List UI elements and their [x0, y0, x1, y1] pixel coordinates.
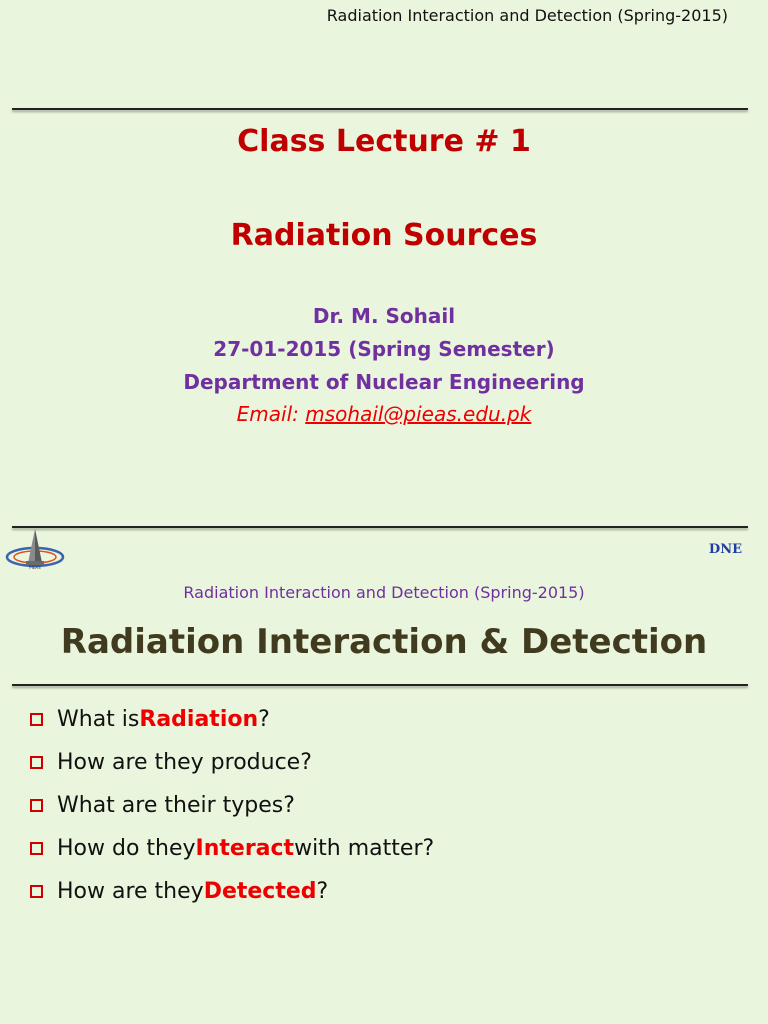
- highlight-word: Interact: [195, 835, 295, 861]
- list-item: What are their types?: [30, 784, 434, 827]
- slide2-title: Radiation Interaction & Detection: [60, 622, 708, 662]
- email-link[interactable]: msohail@pieas.edu.pk: [305, 402, 532, 426]
- slide1-header: Radiation Interaction and Detection (Spring-2015): [326, 6, 728, 25]
- checkbox-bullet-icon: [30, 713, 43, 726]
- pieas-logo: [4, 527, 66, 571]
- list-item: How are they produce?: [30, 741, 434, 784]
- email-label: Email:: [236, 402, 306, 426]
- lecture-date: 27-01-2015 (Spring Semester): [213, 337, 555, 361]
- checkbox-bullet-icon: [30, 756, 43, 769]
- department-name: Department of Nuclear Engineering: [183, 370, 585, 394]
- author-name: Dr. M. Sohail: [312, 304, 456, 328]
- lecture-subject: Radiation Sources: [230, 218, 538, 253]
- checkbox-bullet-icon: [30, 842, 43, 855]
- email-line: [0, 402, 768, 426]
- list-item: What is Radiation ?: [30, 698, 434, 741]
- list-item: How do they Interact with matter?: [30, 827, 434, 870]
- question-list: [30, 698, 434, 913]
- checkbox-bullet-icon: [30, 885, 43, 898]
- title-divider: [12, 684, 748, 686]
- highlight-word: Radiation: [139, 706, 259, 732]
- checkbox-bullet-icon: [30, 799, 43, 812]
- highlight-word: Detected: [203, 878, 317, 904]
- header-divider: [12, 108, 748, 110]
- list-item: How are they Detected ?: [30, 870, 434, 913]
- logo-text: PIEAS: [29, 565, 41, 570]
- lecture-number: Class Lecture # 1: [237, 124, 531, 159]
- footer-divider: [12, 526, 748, 528]
- dne-footer-tag: DNE: [708, 542, 742, 557]
- slide2-header: Radiation Interaction and Detection (Spring-2015): [183, 583, 585, 602]
